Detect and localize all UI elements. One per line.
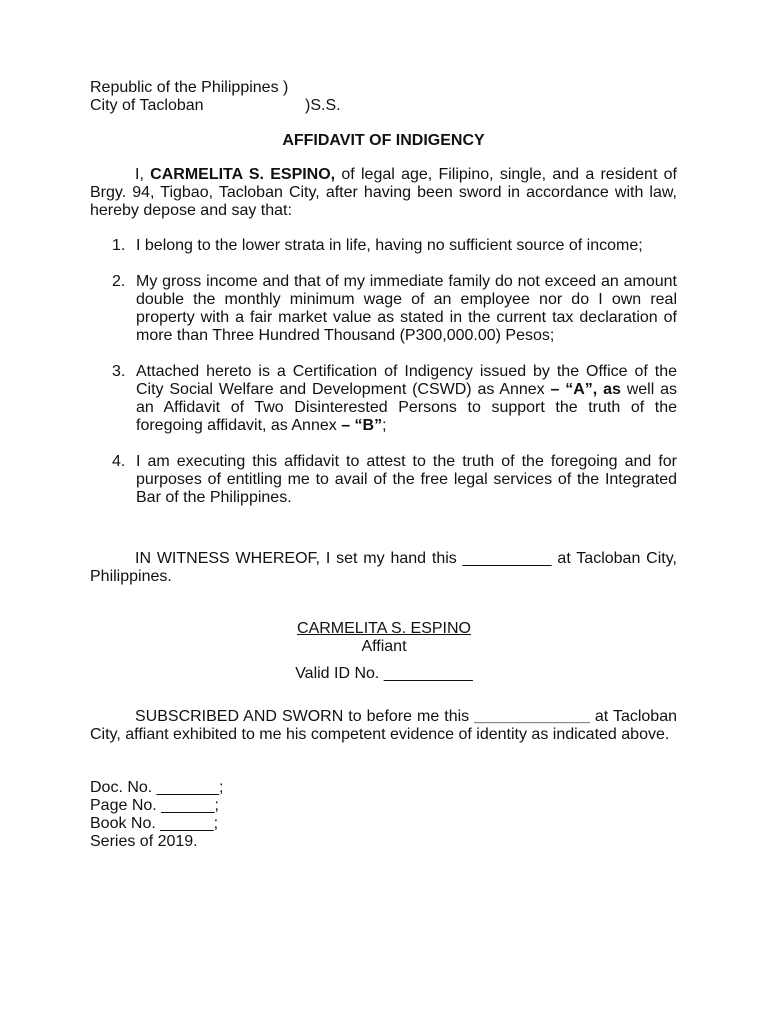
page-number: Page No. ______;: [90, 797, 219, 814]
annex-a-label: – “A”, as: [550, 381, 621, 398]
valid-id-line: Valid ID No. __________: [295, 665, 473, 682]
item-number: 4.: [112, 453, 126, 470]
item-number: 1.: [112, 237, 126, 254]
affiant-label: Affiant: [361, 638, 407, 655]
witness-paragraph: [90, 550, 677, 586]
intro-text: of legal age, Filipino, single, and a resident of Brgy. 94, Tigbao, Tacloban City, after having been sword in accordance with law, hereby depose and say that:: [90, 166, 678, 219]
document-title: AFFIDAVIT OF INDIGENCY: [282, 132, 485, 149]
witness-text: IN WITNESS WHEREOF, I set my hand this __________ at Tacloban City, Philippines.: [90, 550, 677, 585]
item-text: My gross income and that of my immediate family do not exceed an amount double the monthly minimum wage of an employee nor do I own real property with a fair market value as stated in the current tax declaration of more than Three Hundred Thousand (P300,000.00) Pesos;: [136, 273, 677, 344]
notarial-docket: [90, 779, 677, 851]
list-item: [90, 273, 677, 345]
item-number: 3.: [112, 363, 126, 380]
jurat-date-blank: _____________: [474, 708, 590, 725]
book-number: Book No. ______;: [90, 815, 219, 832]
list-item: [90, 363, 677, 435]
caption-ss: )S.S.: [305, 97, 341, 114]
statement-list: [90, 237, 677, 507]
jurat-paragraph: [90, 708, 677, 744]
affiant-signature-block: [0, 620, 768, 656]
affiant-name: CARMELITA S. ESPINO: [297, 620, 471, 637]
item-text: I belong to the lower strata in life, having no sufficient source of income;: [136, 237, 643, 254]
item-text-end: ;: [382, 417, 387, 434]
venue-caption: [90, 79, 677, 115]
affiant-name-inline: CARMELITA S. ESPINO,: [150, 166, 336, 183]
caption-city: City of Tacloban: [90, 97, 204, 114]
series-year: Series of 2019.: [90, 833, 198, 850]
annex-b-label: – “B”: [341, 417, 383, 434]
item-text: Attached hereto is a Certification of Indigency issued by the Office of the City Social Welfare and Development (CSWD) as Annex: [136, 363, 677, 398]
intro-prefix: I,: [135, 166, 151, 183]
item-number: 2.: [112, 273, 126, 290]
item-text: I am executing this affidavit to attest to the truth of the foregoing and for purposes of entitling me to avail of the free legal services of the Integrated Bar of the Philippines.: [136, 453, 677, 506]
list-item: [90, 453, 677, 507]
jurat-text: SUBSCRIBED AND SWORN to before me this: [135, 708, 475, 725]
caption-city-row: [90, 97, 677, 115]
jurat-text-continued: at Tacloban City, affiant exhibited to me his competent evidence of identity as indicated above.: [90, 708, 678, 743]
caption-republic: Republic of the Philippines ): [90, 79, 289, 96]
intro-paragraph: [90, 166, 677, 220]
list-item: [90, 237, 677, 255]
doc-number: Doc. No. _______;: [90, 779, 224, 796]
item-text-continued: well as an Affidavit of Two Disinterested Persons to support the truth of the foregoing affidavit, as Annex: [136, 381, 677, 434]
